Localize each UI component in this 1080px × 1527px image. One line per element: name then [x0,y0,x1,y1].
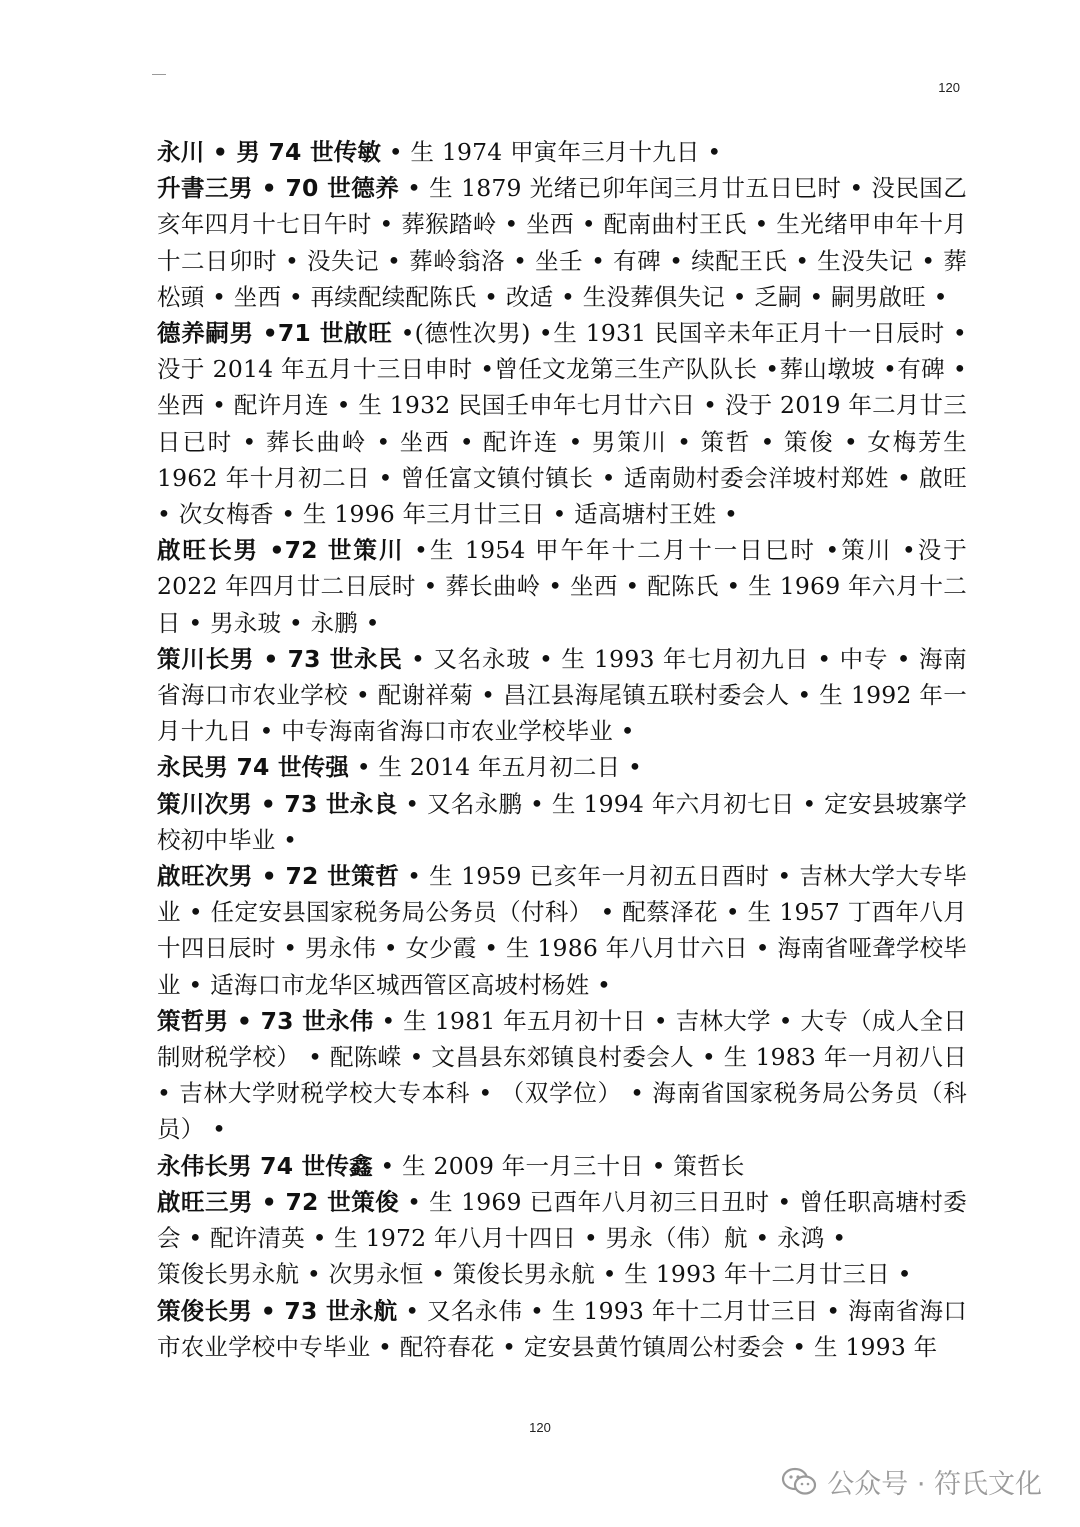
entry-body: • 生 1974 甲寅年三月十九日 • [381,138,722,166]
entry-heading: 德养嗣男 •71 世啟旺 [157,319,393,348]
entry [157,786,967,858]
entry-heading: 啟旺三男 • 72 世策俊 [157,1187,400,1216]
entry-body: •(德性次男) •生 1931 民国辛未年正月十一日辰时 •没于 2014 年五月十三日申时 •曾任文龙第三生产队队长 •葬山墩坡 •有碑 •坐西 • 配许月连 • 生 1932 民国壬申年七月廿六日 • 没于 2019 年二月廿三日已时 • 葬长曲岭 • 坐西 • 配许连 • 男策川 • 策哲 • 策俊 • 女梅芳生 1962 年十月初二日 • 曾任富文镇付镇长 • 适南勋村委会洋坡村郑姓 • 啟旺 • 次女梅香 • 生 1996 年三月廿三日 • 适高塘村王姓 • [157,319,967,529]
entry-heading: 策川次男 • 73 世永良 [157,789,398,818]
entry-heading: 啟旺次男 • 72 世策哲 [157,862,400,891]
wechat-icon [781,1467,817,1497]
entry [157,749,967,785]
entry [157,1293,967,1365]
entry-heading: 永川 • 男 74 世传敏 [157,138,382,166]
entry-heading: 策哲男 • 73 世永伟 [157,1006,374,1035]
entry-body: • 生 2014 年五月初二日 • [349,753,643,782]
entry [157,315,967,532]
entry [157,532,967,641]
entry-heading: 啟旺长男 •72 世策川 [157,536,405,565]
entry-body: 策俊长男永航 • 次男永恒 • 策俊长男永航 • 生 1993 年十二月廿三日 • [157,1260,912,1289]
entry-body: • 生 1959 已亥年一月初五日酉时 • 吉林大学大专毕业 • 任定安县国家税务局公务员（付科） • 配蔡泽花 • 生 1957 丁酉年八月十四日辰时 • 男永伟 • 女少霞 • 生 1986 年八月廿六日 • 海南省哑聋学校毕业 • 适海口市龙华区城西管区高坡村杨姓 • [157,862,967,999]
entry [157,641,967,750]
entry-body: • 又名永伟 • 生 1993 年十二月廿三日 • 海南省海口市农业学校中专毕业 • 配符春花 • 定安县黄竹镇周公村委会 • 生 1993 年 [157,1296,967,1361]
page-number-top: 120 [938,80,960,95]
entry-body: • 又名永鹏 • 生 1994 年六月初七日 • 定安县坡寨学校初中毕业 • [157,789,967,854]
entry [157,1148,967,1184]
entry [157,1003,967,1148]
entry [157,170,967,315]
header-rule [152,74,166,75]
watermark [781,1462,1042,1501]
entry-body: • 生 1969 已酉年八月初三日丑时 • 曾任职高塘村委会 • 配许清英 • 生 1972 年八月十四日 • 男永（伟）航 • 永鸿 • [157,1187,967,1253]
entry-body: • 生 1981 年五月初十日 • 吉林大学 • 大专（成人全日制财税学校） • 配陈嵘 • 文昌县东郊镇良村委会人 • 生 1983 年一月初八日 • 吉林大学财税学校大专本科 • （双学位） • 海南省国家税务局公务员（科员） • [157,1006,968,1144]
genealogy-text [157,134,967,1365]
entry [157,858,967,1003]
entry-body: • 生 2009 年一月三十日 • 策哲长 [372,1151,745,1180]
entry-heading: 永民男 74 世传强 [157,753,350,782]
entry-body: • 又名永玻 • 生 1993 年七月初九日 • 中专 • 海南省海口市农业学校 • 配谢祥菊 • 昌江县海尾镇五联村委会人 • 生 1992 年一月十九日 • 中专海南省海口市农业学校毕业 • [157,644,967,746]
entry-body: •生 1954 甲午年十二月十一日巳时 •策川 •没于 2022 年四月廿二日辰时 • 葬长曲岭 • 坐西 • 配陈氏 • 生 1969 年六月十二日 • 男永玻 • 永鹏 • [157,536,967,637]
page-number-bottom: 120 [529,1420,551,1435]
entry-heading: 永伟长男 74 世传鑫 [157,1151,373,1180]
entry-heading: 策俊长男 • 73 世永航 [157,1296,398,1325]
entry-heading: 升書三男 • 70 世德养 [157,174,400,203]
watermark-text: 公众号 · 符氏文化 [827,1469,1042,1500]
entry [157,1256,967,1292]
entry-heading: 策川长男 • 73 世永民 [157,644,403,673]
entry [157,134,967,170]
entry-body: • 生 1879 光绪已卯年闰三月廿五日巳时 • 没民国乙亥年四月十七日午时 • 葬猴踏岭 • 坐西 • 配南曲村王氏 • 生光绪甲申年十月十二日卯时 • 没失记 • 葬岭翁洛 • 坐壬 • 有碑 • 续配王氏 • 生没失记 • 葬松頭 • 坐西 • 再续配续配陈氏 • 改适 • 生没葬俱失记 • 乏嗣 • 嗣男啟旺 • [157,174,967,311]
entry [157,1184,967,1256]
